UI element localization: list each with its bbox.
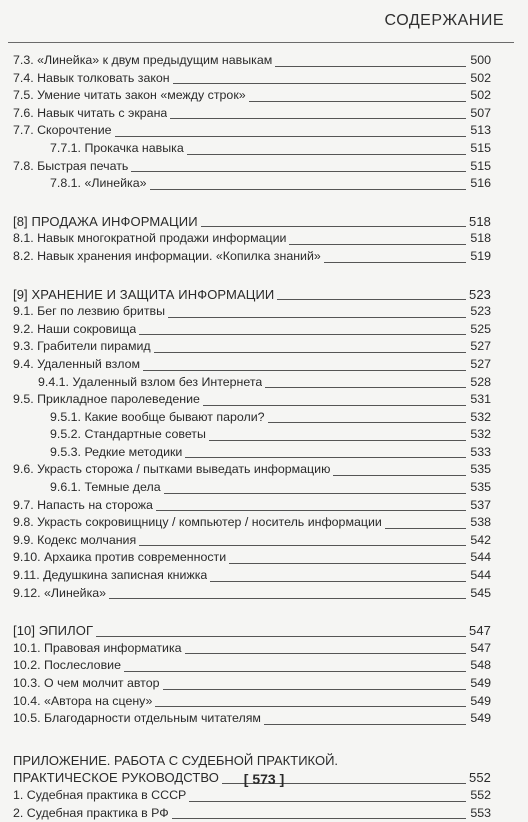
toc-page-number: 527 [470, 339, 491, 354]
toc-page-number: 547 [469, 623, 491, 639]
toc-entry[interactable] [13, 391, 491, 409]
toc-page-number: 532 [470, 427, 491, 442]
header-title: СОДЕРЖАНИЕ [384, 12, 504, 29]
toc-leader-line [385, 528, 466, 529]
toc-page-number: 553 [470, 805, 491, 820]
toc-leader-line [139, 334, 466, 335]
toc-entry[interactable] [13, 140, 491, 158]
toc-section-8 [13, 213, 491, 266]
toc-entry[interactable] [13, 303, 491, 321]
toc-leader-line [163, 689, 467, 690]
toc-entry[interactable] [13, 444, 491, 462]
toc-entry[interactable] [13, 338, 491, 356]
toc-page-number: 523 [469, 286, 491, 302]
toc-leader-line [275, 66, 466, 67]
toc-entry[interactable] [13, 693, 491, 711]
toc-leader-line [173, 83, 466, 84]
toc-entry[interactable] [13, 549, 491, 567]
toc-page-number: 537 [470, 497, 491, 512]
toc-entry[interactable] [13, 158, 491, 176]
toc-page-number: 549 [470, 693, 491, 708]
toc-entry-title: 9.12. «Линейка» [13, 585, 107, 600]
toc-page-number: 525 [470, 321, 491, 336]
toc-entry-title: 9.5.1. Какие вообще бывают пароли? [50, 409, 265, 424]
toc-section-9 [13, 286, 491, 603]
toc-entry-title: 7.6. Навык читать с экрана [13, 105, 168, 120]
toc-entry[interactable] [13, 356, 491, 374]
toc-leader-line [289, 244, 466, 245]
toc-entry[interactable] [13, 479, 491, 497]
toc-page-number: 513 [470, 123, 491, 138]
toc-leader-line [172, 818, 466, 819]
toc-entry[interactable] [13, 52, 491, 70]
toc-entry[interactable] [13, 657, 491, 675]
toc-leader-line [124, 671, 466, 672]
toc-entry[interactable] [13, 710, 491, 728]
toc-entry-title: 9.4. Удаленный взлом [13, 356, 140, 371]
toc-entry-title: [10] ЭПИЛОГ [13, 623, 94, 639]
toc-entry-title: 7.4. Навык толковать закон [13, 70, 170, 85]
toc-page-number: 500 [470, 53, 491, 67]
toc-entry[interactable] [13, 675, 491, 693]
toc-chapter-entry[interactable] [13, 286, 491, 304]
toc-chapter-entry[interactable] [13, 213, 491, 231]
toc-entry[interactable] [13, 805, 491, 822]
toc-page-number: 515 [470, 158, 491, 173]
toc-entry[interactable] [13, 585, 491, 603]
toc-entry-title: 10.3. О чем молчит автор [13, 676, 160, 690]
toc-page-number: 544 [470, 550, 491, 565]
toc-entry-title: 1. Судебная практика в СССР [13, 787, 187, 802]
toc-leader-line [268, 422, 466, 423]
toc-page-number: 518 [469, 213, 491, 229]
toc-entry-title: 8.2. Навык хранения информации. «Копилка знаний» [13, 248, 321, 263]
toc-page-number: 548 [470, 658, 491, 673]
toc-entry-title: 7.5. Умение читать закон «между строк» [13, 88, 246, 103]
toc-entry[interactable] [13, 567, 491, 585]
toc-leader-line [333, 475, 466, 476]
toc-leader-line [249, 101, 466, 102]
toc-leader-line [131, 171, 466, 172]
toc-leader-line [277, 299, 466, 300]
toc-entry-title: 7.3. «Линейка» к двум предыдущим навыкам [13, 53, 273, 67]
toc-entry[interactable] [13, 248, 491, 266]
table-of-contents [13, 52, 491, 822]
toc-entry[interactable] [13, 105, 491, 123]
page-number: [ 573 ] [243, 771, 285, 787]
toc-entry-title: 9.2. Наши сокровища [13, 321, 137, 336]
toc-page-number: 535 [470, 462, 491, 477]
toc-entry-title: 7.8. Быстрая печать [13, 158, 129, 173]
toc-leader-line [155, 706, 466, 707]
toc-page-number: 542 [470, 532, 491, 547]
toc-entry-title: 7.7.1. Прокачка навыка [50, 140, 184, 155]
toc-page-number: 519 [470, 248, 491, 263]
toc-page-number: 516 [470, 176, 491, 191]
toc-leader-line [109, 598, 466, 599]
toc-leader-line [139, 545, 466, 546]
toc-entry[interactable] [13, 461, 491, 479]
toc-leader-line [170, 118, 466, 119]
toc-page-number: 518 [470, 231, 491, 246]
toc-leader-line [164, 493, 466, 494]
toc-entry-title: 9.8. Украсть сокровищницу / компьютер / носитель информации [13, 515, 382, 530]
toc-entry[interactable] [13, 497, 491, 515]
toc-entry-title: 9.4.1. Удаленный взлом без Интернета [38, 374, 263, 389]
toc-entry-title: [9] ХРАНЕНИЕ И ЗАЩИТА ИНФОРМАЦИИ [13, 286, 275, 302]
toc-page-number: 531 [470, 392, 491, 407]
toc-page-number: 538 [470, 515, 491, 530]
toc-chapter-entry[interactable] [13, 622, 491, 640]
toc-page-number: 502 [470, 70, 491, 85]
toc-page-number: 523 [470, 304, 491, 319]
toc-entry-title: 9.5.2. Стандартные советы [50, 427, 206, 442]
toc-leader-line [156, 510, 466, 511]
toc-entry-title: 9.11. Дедушкина записная книжка [13, 568, 208, 583]
header-rule [8, 42, 514, 43]
toc-leader-line [96, 636, 466, 637]
toc-entry-title: 2. Судебная практика в РФ [13, 805, 169, 820]
toc-entry-title: 10.2. Послесловие [13, 658, 121, 673]
toc-entry[interactable] [13, 87, 491, 105]
toc-leader-line [187, 154, 466, 155]
toc-entry-title: 10.4. «Автора на сцену» [13, 693, 153, 708]
toc-page-number: 527 [470, 356, 491, 371]
toc-entry[interactable] [13, 321, 491, 339]
toc-entry-title: 7.8.1. «Линейка» [50, 176, 147, 191]
toc-entry[interactable] [13, 122, 491, 140]
toc-entry[interactable] [13, 787, 491, 805]
toc-entry-title: 9.6.1. Темные дела [50, 480, 161, 495]
toc-entry[interactable] [13, 640, 491, 658]
toc-entry-title: 9.5. Прикладное паролеведение [13, 392, 200, 407]
toc-entry-title: 9.6. Украсть сторожа / пытками выведать информацию [13, 462, 331, 477]
toc-page-number: 552 [469, 770, 491, 786]
toc-leader-line [265, 387, 466, 388]
toc-entry[interactable] [13, 230, 491, 248]
toc-leader-line [189, 801, 466, 802]
toc-page-number: 533 [470, 444, 491, 459]
toc-page-number: 507 [470, 105, 491, 120]
toc-leader-line [115, 136, 466, 137]
toc-leader-line [185, 653, 466, 654]
toc-page-number: 544 [470, 568, 491, 583]
toc-entry-title: 9.10. Архаика против современности [13, 550, 227, 565]
toc-entry[interactable] [13, 409, 491, 427]
toc-leader-line [229, 563, 466, 564]
toc-leader-line [143, 370, 466, 371]
toc-section-7 [13, 52, 491, 193]
toc-entry-title: [8] ПРОДАЖА ИНФОРМАЦИИ [13, 213, 198, 229]
toc-leader-line [185, 457, 466, 458]
toc-entry-title: 9.9. Кодекс молчания [13, 532, 137, 547]
toc-leader-line [201, 226, 466, 227]
toc-entry[interactable] [13, 532, 491, 550]
toc-section-10 [13, 622, 491, 728]
toc-leader-line [168, 317, 466, 318]
toc-entry-title: ПРАКТИЧЕСКОЕ РУКОВОДСТВО [13, 770, 219, 786]
toc-entry[interactable] [13, 374, 491, 392]
toc-entry[interactable] [13, 70, 491, 88]
toc-page-number: 549 [470, 676, 491, 690]
toc-entry-title: 9.5.3. Редкие методики [50, 444, 183, 459]
toc-page-number: 549 [470, 711, 491, 726]
toc-entry[interactable] [13, 175, 491, 193]
toc-leader-line [209, 440, 466, 441]
toc-entry-title: 10.5. Благодарности отдельным читателям [13, 711, 261, 726]
toc-leader-line [154, 352, 466, 353]
toc-entry-title: 9.3. Грабители пирамид [13, 339, 151, 354]
toc-leader-line [150, 189, 466, 190]
toc-entry[interactable] [13, 514, 491, 532]
toc-entry-title: 10.1. Правовая информатика [13, 640, 182, 655]
toc-page-number: 528 [470, 374, 491, 389]
toc-entry-title: 9.7. Напасть на сторожа [13, 497, 153, 512]
toc-leader-line [264, 724, 466, 725]
toc-leader-line [203, 405, 466, 406]
running-header [24, 12, 504, 34]
toc-entry-title: 8.1. Навык многократной продажи информации [13, 231, 287, 246]
toc-entry-title: 9.1. Бег по лезвию бритвы [13, 304, 165, 319]
toc-page-number: 532 [470, 409, 491, 424]
toc-leader-line [210, 581, 466, 582]
toc-page-number: 547 [470, 640, 491, 655]
toc-page-number: 515 [470, 140, 491, 155]
toc-page-number: 552 [470, 787, 491, 802]
appendix-title: ПРИЛОЖЕНИЕ. РАБОТА С СУДЕБНОЙ ПРАКТИКОЙ. [13, 752, 339, 768]
toc-page-number: 535 [470, 480, 491, 495]
toc-leader-line [324, 262, 466, 263]
toc-page-number: 502 [470, 88, 491, 103]
toc-page-number: 545 [470, 585, 491, 600]
toc-entry[interactable] [13, 426, 491, 444]
toc-entry-title: 7.7. Скорочтение [13, 123, 112, 138]
